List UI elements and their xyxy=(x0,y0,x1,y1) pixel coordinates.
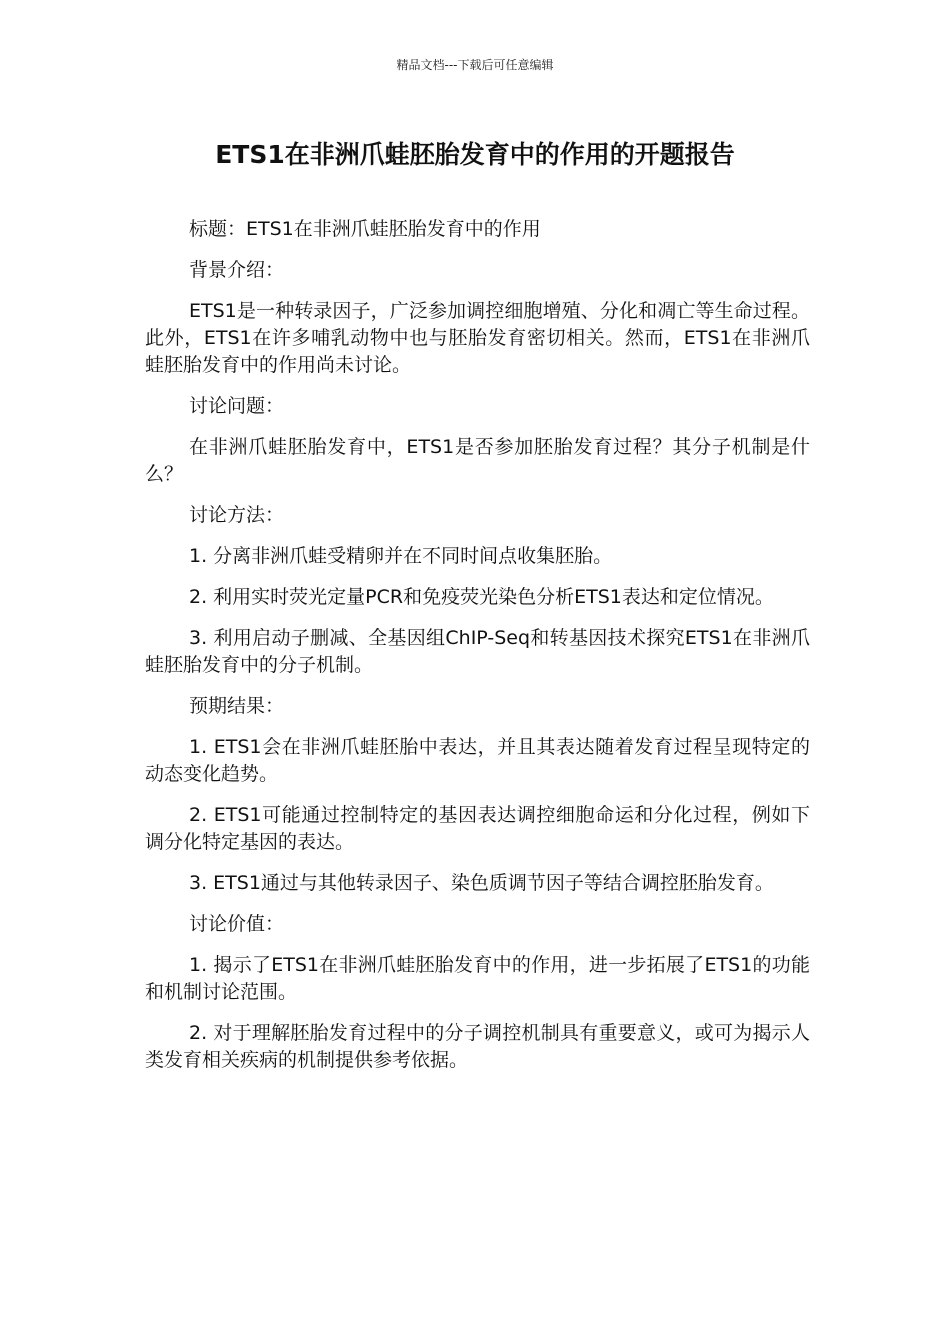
value-item-1: 1. 揭示了ETS1在非洲爪蛙胚胎发育中的作用，进一步拓展了ETS1的功能和机制讨论范围。 xyxy=(145,954,810,1003)
page-header: 精品文档---下载后可任意编辑 xyxy=(396,58,554,72)
results-heading: 预期结果： xyxy=(189,695,285,717)
methods-item-1: 1. 分离非洲爪蛙受精卵并在不同时间点收集胚胎。 xyxy=(189,545,613,567)
value-item-2: 2. 对于理解胚胎发育过程中的分子调控机制具有重要意义，或可为揭示人类发育相关疾病的机制提供参考依据。 xyxy=(145,1022,810,1071)
results-item-1: 1. ETS1会在非洲爪蛙胚胎中表达，并且其表达随着发育过程呈现特定的动态变化趋势。 xyxy=(145,736,810,785)
question-text: 在非洲爪蛙胚胎发育中，ETS1是否参加胚胎发育过程？其分子机制是什么？ xyxy=(145,436,810,485)
results-item-2: 2. ETS1可能通过控制特定的基因表达调控细胞命运和分化过程，例如下调分化特定基因的表达。 xyxy=(145,804,810,853)
background-heading: 背景介绍： xyxy=(189,259,285,281)
title-line: 标题：ETS1在非洲爪蛙胚胎发育中的作用 xyxy=(189,218,541,240)
results-item-3: 3. ETS1通过与其他转录因子、染色质调节因子等结合调控胚胎发育。 xyxy=(189,872,774,894)
methods-item-3: 3. 利用启动子删减、全基因组ChIP-Seq和转基因技术探究ETS1在非洲爪蛙胚胎发育中的分子机制。 xyxy=(145,627,810,676)
question-heading: 讨论问题： xyxy=(189,395,285,417)
document-body xyxy=(145,216,810,1088)
value-heading: 讨论价值： xyxy=(189,913,285,935)
background-text: ETS1是一种转录因子，广泛参加调控细胞增殖、分化和凋亡等生命过程。此外，ETS1在许多哺乳动物中也与胚胎发育密切相关。然而，ETS1在非洲爪蛙胚胎发育中的作用尚未讨论。 xyxy=(145,300,810,376)
methods-heading: 讨论方法： xyxy=(189,504,285,526)
document-title: ETS1在非洲爪蛙胚胎发育中的作用的开题报告 xyxy=(215,140,735,169)
methods-item-2: 2. 利用实时荧光定量PCR和免疫荧光染色分析ETS1表达和定位情况。 xyxy=(189,586,774,608)
